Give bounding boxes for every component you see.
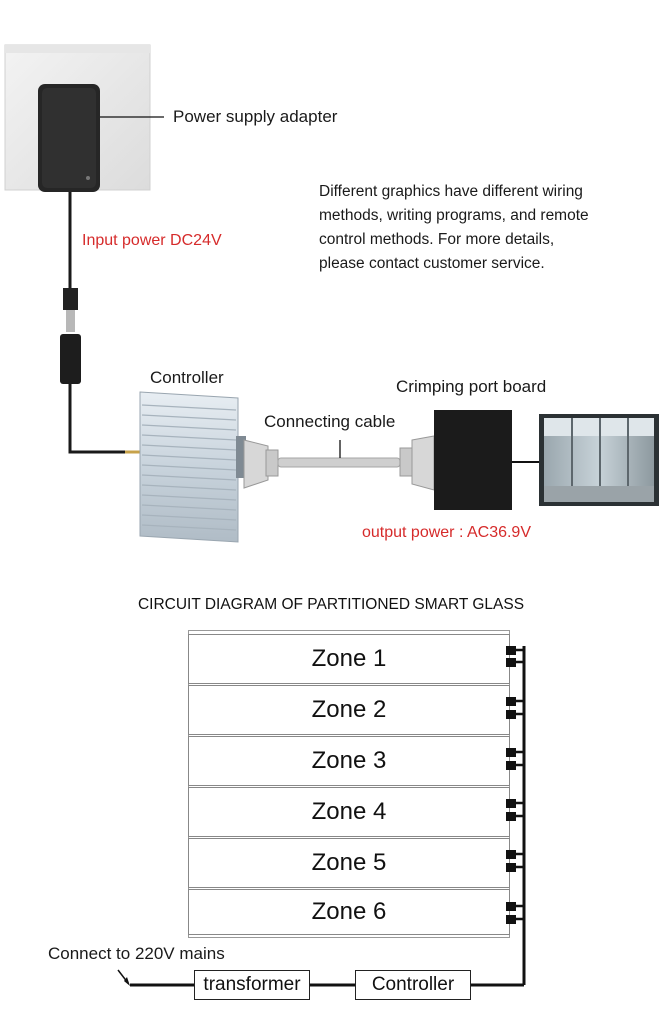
controller-image xyxy=(140,392,246,542)
connecting-cable-label: Connecting cable xyxy=(264,412,396,431)
dc-cable-lower xyxy=(70,384,130,452)
zone-3: Zone 3 xyxy=(188,736,510,786)
circuit-wiring xyxy=(0,630,662,1024)
dc-plug-image xyxy=(60,288,81,384)
note-line: control methods. For more details, xyxy=(319,231,555,248)
wiring-note xyxy=(319,180,589,276)
note-line: please contact customer service. xyxy=(319,255,545,272)
note-line: Different graphics have different wiring xyxy=(319,183,583,200)
dsub-connector-right xyxy=(400,436,434,490)
zone-4: Zone 4 xyxy=(188,787,510,837)
note-line: methods, writing programs, and remote xyxy=(319,207,589,224)
zone-6: Zone 6 xyxy=(188,889,510,935)
dsub-connector-left xyxy=(244,440,278,488)
power-adapter-image xyxy=(38,84,100,192)
transformer-box: transformer xyxy=(194,970,310,1000)
output-power-label: output power : AC36.9V xyxy=(362,524,531,541)
controller-box: Controller xyxy=(355,970,471,1000)
crimping-board-label: Crimping port board xyxy=(396,377,547,396)
connecting-cable-image xyxy=(278,458,400,467)
controller-label: Controller xyxy=(150,368,224,387)
crimping-board-image xyxy=(434,410,512,510)
glass-partition-image xyxy=(539,414,659,506)
zone-2: Zone 2 xyxy=(188,685,510,735)
zone-1: Zone 1 xyxy=(188,634,510,684)
zone-5: Zone 5 xyxy=(188,838,510,888)
adapter-label: Power supply adapter xyxy=(173,107,338,126)
circuit-title: CIRCUIT DIAGRAM OF PARTITIONED SMART GLASS xyxy=(137,596,525,613)
mains-label: Connect to 220V mains xyxy=(48,944,225,963)
input-power-label: Input power DC24V xyxy=(82,232,222,249)
